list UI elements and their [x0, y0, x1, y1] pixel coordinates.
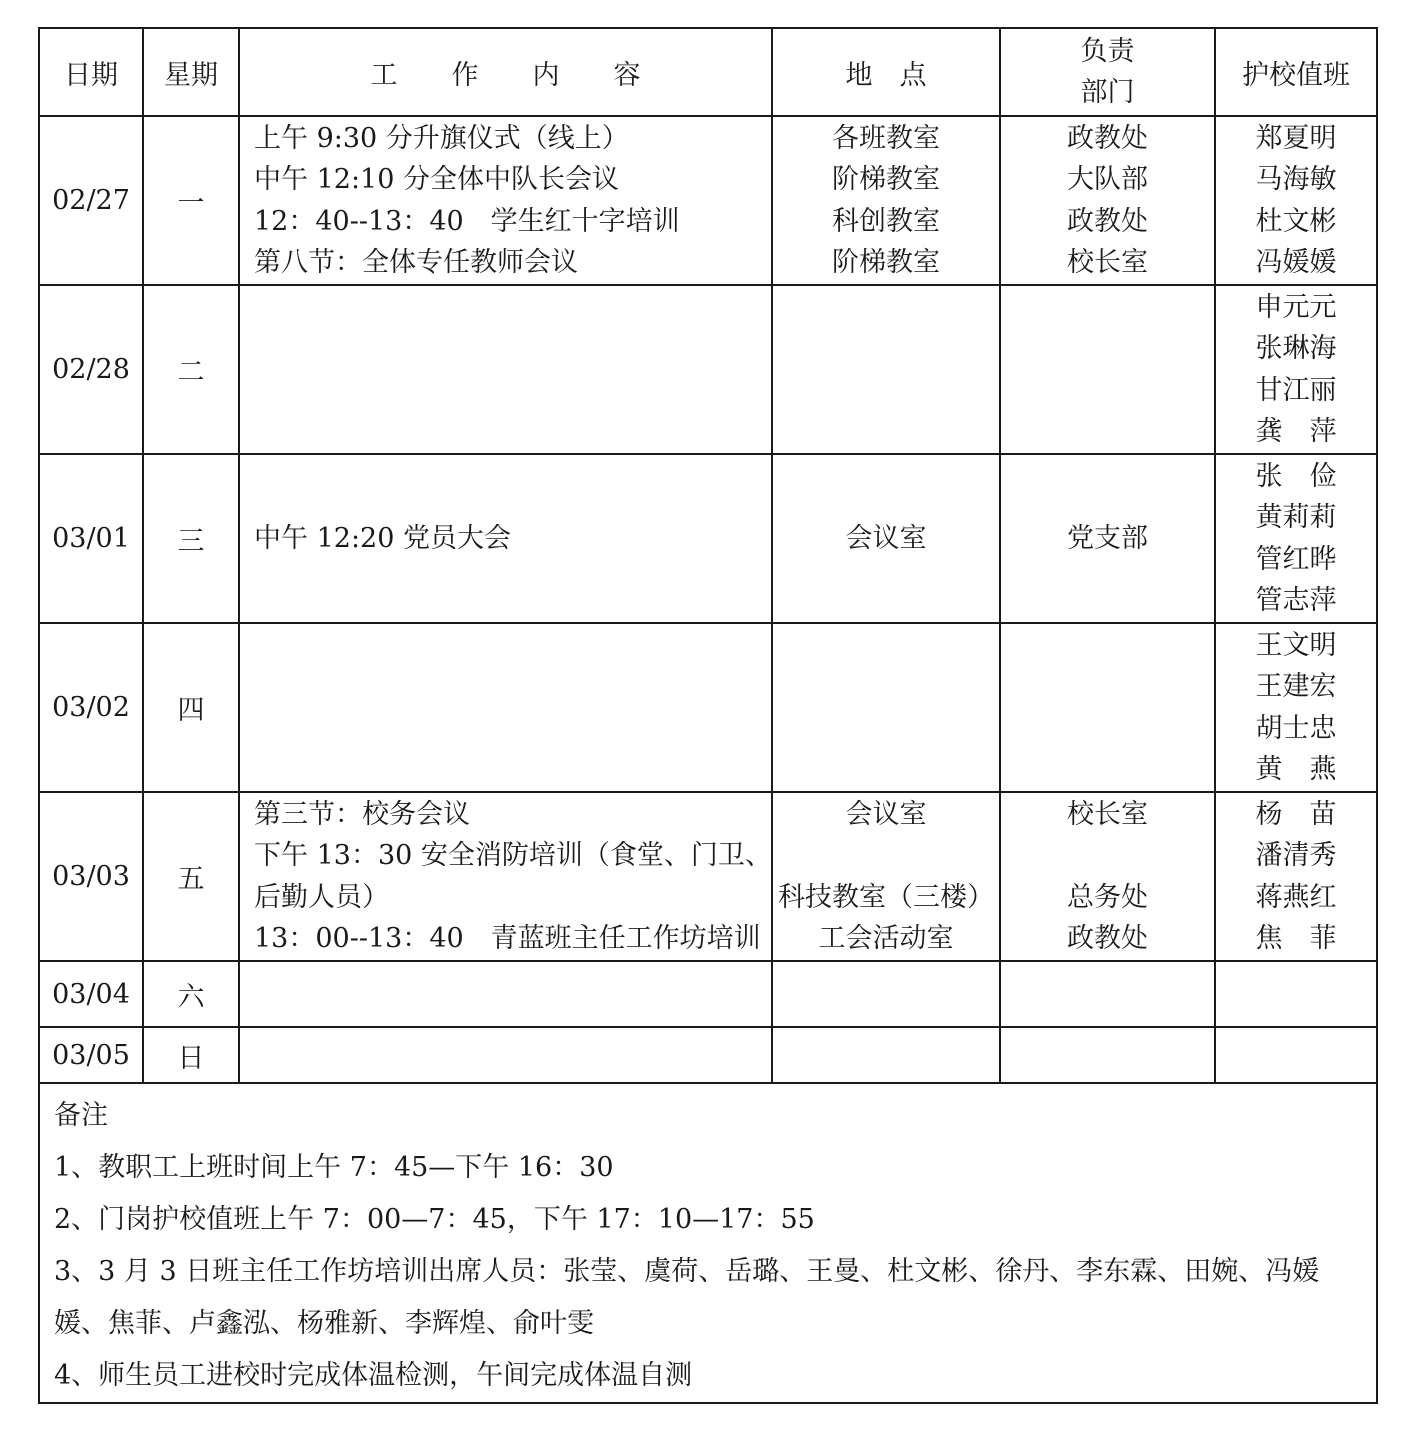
content-cell-line: 第三节：校务会议 [254, 799, 470, 831]
location-cell-line [773, 835, 999, 876]
weekday-cell: 二 [143, 285, 239, 454]
content-cell [239, 623, 772, 792]
weekday-cell: 日 [143, 1027, 239, 1083]
duty-cell [1215, 623, 1377, 792]
duty-cell-line: 潘清秀 [1255, 840, 1337, 872]
dept-cell-line: 政教处 [1067, 922, 1148, 954]
location-cell-line: 科创教室 [832, 205, 940, 237]
content-cell [239, 285, 772, 454]
duty-cell-line: 甘江丽 [1255, 374, 1337, 406]
duty-cell-line: 杨 苗 [1255, 799, 1337, 831]
location-cell-lines [773, 456, 999, 621]
dept-cell-line: 政教处 [1067, 205, 1148, 237]
date-cell: 02/28 [39, 285, 143, 454]
duty-cell-line: 管志萍 [1255, 584, 1337, 616]
dept-cell-line: 党支部 [1067, 523, 1148, 554]
remarks-cell [39, 1083, 1377, 1403]
duty-cell [1215, 792, 1377, 961]
header-location: 地 点 [772, 28, 1000, 116]
location-cell [772, 116, 1000, 285]
remark-item: 媛、焦菲、卢鑫泓、杨雅新、李辉煌、俞叶雯 [54, 1308, 594, 1339]
header-dept-line2: 部门 [1080, 77, 1135, 108]
duty-cell-line: 郑夏明 [1255, 123, 1337, 155]
content-cell-line: 后勤人员） [254, 881, 389, 913]
dept-cell-line: 政教处 [1067, 123, 1148, 155]
remarks-row [39, 1083, 1377, 1403]
duty-cell-lines [1216, 456, 1376, 621]
dept-cell [1000, 285, 1215, 454]
remarks-title: 备注 [54, 1100, 108, 1131]
location-cell-lines [773, 118, 999, 283]
weekday-cell: 四 [143, 623, 239, 792]
content-cell-line: 13：00--13：40 青蓝班主任工作坊培训 [254, 922, 761, 954]
location-cell-line: 工会活动室 [818, 922, 954, 954]
duty-cell [1215, 961, 1377, 1027]
date-cell: 03/03 [39, 792, 143, 961]
location-cell-line: 阶梯教室 [832, 164, 940, 196]
duty-cell [1215, 1027, 1377, 1083]
date-cell: 03/04 [39, 961, 143, 1027]
content-cell-lines [240, 794, 771, 959]
location-cell-line: 阶梯教室 [832, 246, 940, 278]
header-weekday: 星期 [143, 28, 239, 116]
schedule-row [39, 623, 1377, 792]
dept-cell-lines [1001, 794, 1214, 959]
location-cell-line: 科技教室（三楼） [778, 881, 994, 913]
duty-cell-lines [1216, 287, 1376, 452]
dept-cell-lines [1001, 118, 1214, 283]
dept-cell [1000, 623, 1215, 792]
duty-cell-line: 张 俭 [1255, 461, 1337, 493]
duty-cell [1215, 285, 1377, 454]
duty-cell-line: 焦 菲 [1255, 922, 1337, 954]
dept-cell [1000, 792, 1215, 961]
location-cell [772, 961, 1000, 1027]
duty-cell-line: 胡士忠 [1255, 712, 1337, 744]
duty-cell-lines [1216, 625, 1376, 790]
header-date: 日期 [39, 28, 143, 116]
dept-cell [1000, 454, 1215, 623]
remark-item: 2、门岗护校值班上午 7：00—7：45，下午 17：10—17：55 [54, 1204, 815, 1235]
location-cell [772, 454, 1000, 623]
duty-cell-line: 管红晔 [1255, 543, 1337, 575]
content-cell-line: 中午 12:10 分全体中队长会议 [254, 164, 619, 196]
content-cell [239, 792, 772, 961]
duty-cell-lines [1216, 794, 1376, 959]
duty-cell-line: 王文明 [1255, 630, 1337, 662]
location-cell [772, 792, 1000, 961]
dept-cell [1000, 961, 1215, 1027]
schedule-row [39, 454, 1377, 623]
remark-item: 4、师生员工进校时完成体温检测，午间完成体温自测 [54, 1360, 693, 1391]
weekday-cell: 三 [143, 454, 239, 623]
dept-cell [1000, 1027, 1215, 1083]
schedule-row [39, 961, 1377, 1027]
duty-cell-line: 王建宏 [1255, 671, 1337, 703]
duty-cell-line: 马海敏 [1255, 164, 1337, 196]
date-cell: 02/27 [39, 116, 143, 285]
duty-cell-line: 龚 萍 [1255, 415, 1337, 447]
schedule-row [39, 792, 1377, 961]
schedule-table [38, 27, 1378, 1404]
content-cell-line: 12：40--13：40 学生红十字培训 [254, 205, 680, 237]
content-cell [239, 961, 772, 1027]
duty-cell-line: 杜文彬 [1255, 205, 1337, 237]
header-row [39, 28, 1377, 116]
dept-cell-line [1001, 835, 1214, 876]
location-cell-line: 会议室 [845, 523, 927, 554]
weekday-cell: 六 [143, 961, 239, 1027]
duty-cell-line: 黄莉莉 [1255, 502, 1337, 534]
weekday-cell: 一 [143, 116, 239, 285]
schedule-row [39, 1027, 1377, 1083]
remark-item: 1、教职工上班时间上午 7：45—下午 16：30 [54, 1152, 614, 1183]
dept-cell-lines [1001, 456, 1214, 621]
location-cell [772, 1027, 1000, 1083]
location-cell-line: 会议室 [845, 799, 927, 831]
dept-cell-line: 大队部 [1067, 164, 1148, 196]
content-cell [239, 1027, 772, 1083]
content-cell-line: 中午 12:20 党员大会 [254, 523, 511, 554]
duty-cell [1215, 116, 1377, 285]
duty-cell [1215, 454, 1377, 623]
content-cell-line: 下午 13：30 安全消防培训（食堂、门卫、 [254, 840, 772, 872]
date-cell: 03/02 [39, 623, 143, 792]
schedule-row [39, 285, 1377, 454]
location-cell [772, 285, 1000, 454]
location-cell-lines [773, 794, 999, 959]
remarks-block [40, 1084, 1376, 1402]
content-cell [239, 454, 772, 623]
dept-cell-line: 校长室 [1067, 246, 1148, 278]
date-cell: 03/05 [39, 1027, 143, 1083]
dept-cell [1000, 116, 1215, 285]
duty-cell-line: 蒋燕红 [1255, 881, 1337, 913]
header-duty: 护校值班 [1215, 28, 1377, 116]
header-content: 工 作 内 容 [239, 28, 772, 116]
weekday-cell: 五 [143, 792, 239, 961]
duty-cell-line: 张琳海 [1255, 333, 1337, 365]
date-cell: 03/01 [39, 454, 143, 623]
dept-cell-line: 总务处 [1067, 881, 1148, 913]
duty-cell-line: 冯媛媛 [1255, 246, 1337, 278]
location-cell-line: 各班教室 [832, 123, 940, 155]
schedule-sheet [38, 27, 1376, 1399]
duty-cell-line: 申元元 [1255, 292, 1337, 324]
schedule-row [39, 116, 1377, 285]
schedule-body [39, 116, 1377, 1083]
remark-item: 3、3 月 3 日班主任工作坊培训出席人员：张莹、虞荷、岳璐、王曼、杜文彬、徐丹、李东霖、田婉、冯媛 [54, 1256, 1320, 1287]
location-cell [772, 623, 1000, 792]
content-cell-line: 第八节：全体专任教师会议 [254, 246, 578, 278]
dept-cell-line: 校长室 [1067, 799, 1148, 831]
duty-cell-lines [1216, 118, 1376, 283]
duty-cell-line: 黄 燕 [1255, 753, 1337, 785]
header-dept [1000, 28, 1215, 116]
content-cell-lines [240, 456, 771, 621]
content-cell-line: 上午 9:30 分升旗仪式（线上） [254, 123, 629, 155]
content-cell-lines [240, 118, 771, 283]
content-cell [239, 116, 772, 285]
header-dept-line1: 负责 [1080, 36, 1135, 67]
